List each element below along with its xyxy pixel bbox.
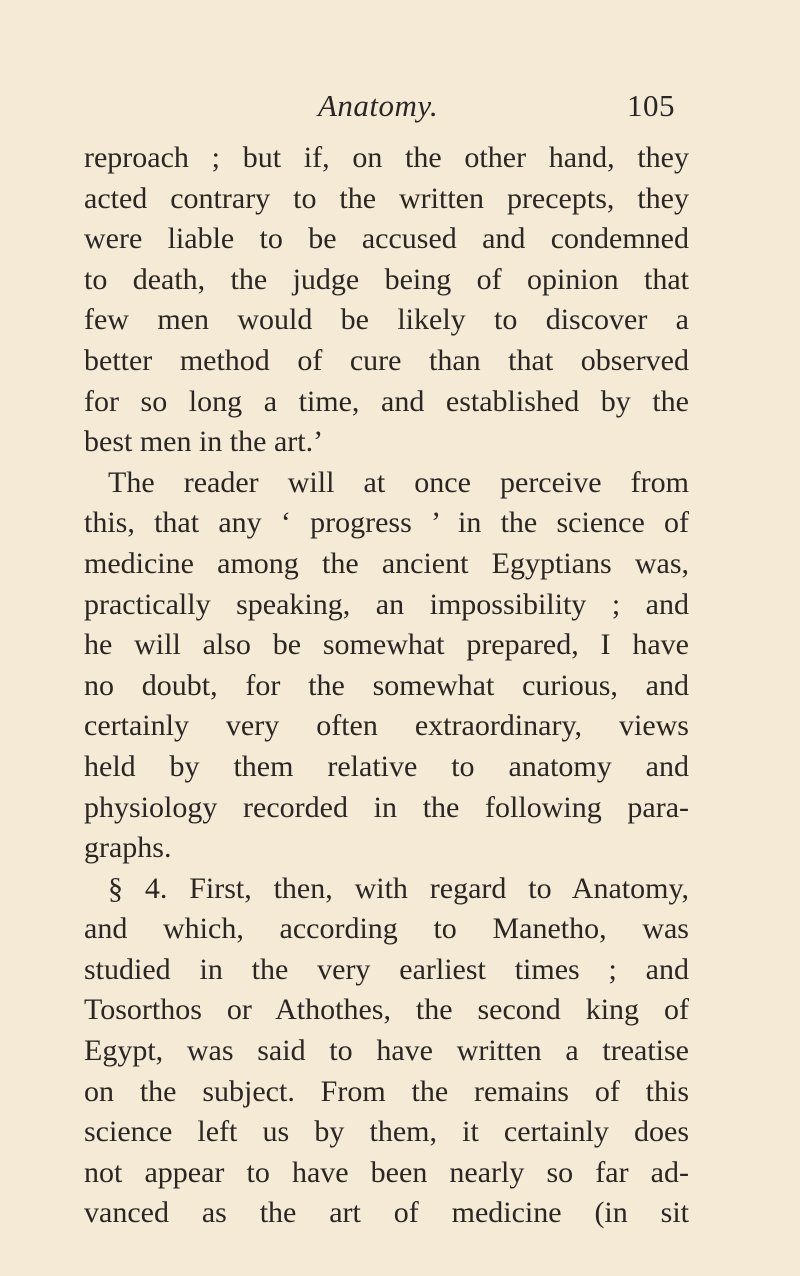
text-line: few men would be likely to discover a — [84, 303, 689, 337]
text-line: Egypt, was said to have written a treatise — [84, 1034, 689, 1068]
text-line: for so long a time, and established by the — [84, 384, 689, 418]
page-number: 105 — [627, 88, 675, 123]
text-line: science left us by them, it certainly does — [84, 1115, 689, 1149]
text-line: reproach ; but if, on the other hand, they — [84, 141, 689, 174]
text-line: physiology recorded in the following para- — [84, 790, 689, 824]
text-line: on the subject. From the remains of this — [84, 1074, 689, 1108]
text-line: vanced as the art of medicine (in sit — [84, 1196, 689, 1230]
text-line: and which, according to Manetho, was — [84, 912, 689, 946]
text-line: not appear to have been nearly so far ad- — [84, 1155, 689, 1189]
page-header — [0, 78, 800, 128]
text-line: medicine among the ancient Egyptians was, — [84, 546, 689, 580]
text-line: were liable to be accused and condemned — [84, 222, 689, 256]
running-title: Anatomy. — [318, 88, 439, 123]
text-line: studied in the very earliest times ; and — [84, 952, 689, 986]
text-line: no doubt, for the somewhat curious, and — [84, 668, 689, 702]
text-line: Tosorthos or Athothes, the second king of — [84, 993, 689, 1027]
text-line: The reader will at once perceive from — [108, 465, 689, 499]
text-line: best men in the art.’ — [84, 425, 324, 459]
text-line: certainly very often extraordinary, views — [84, 709, 689, 743]
text-line: acted contrary to the written precepts, they — [84, 181, 689, 215]
text-line: practically speaking, an impossibility ; and — [84, 587, 689, 621]
text-line: held by them relative to anatomy and — [84, 749, 689, 783]
text-line: better method of cure than that observed — [84, 343, 689, 377]
text-line: this, that any ‘ progress ’ in the science of — [84, 506, 689, 540]
text-line: to death, the judge being of opinion that — [84, 262, 689, 296]
text-line: § 4. First, then, with regard to Anatomy, — [108, 871, 689, 905]
body-text — [84, 138, 689, 1234]
text-line: he will also be somewhat prepared, I have — [84, 628, 689, 662]
text-line: graphs. — [84, 831, 172, 865]
